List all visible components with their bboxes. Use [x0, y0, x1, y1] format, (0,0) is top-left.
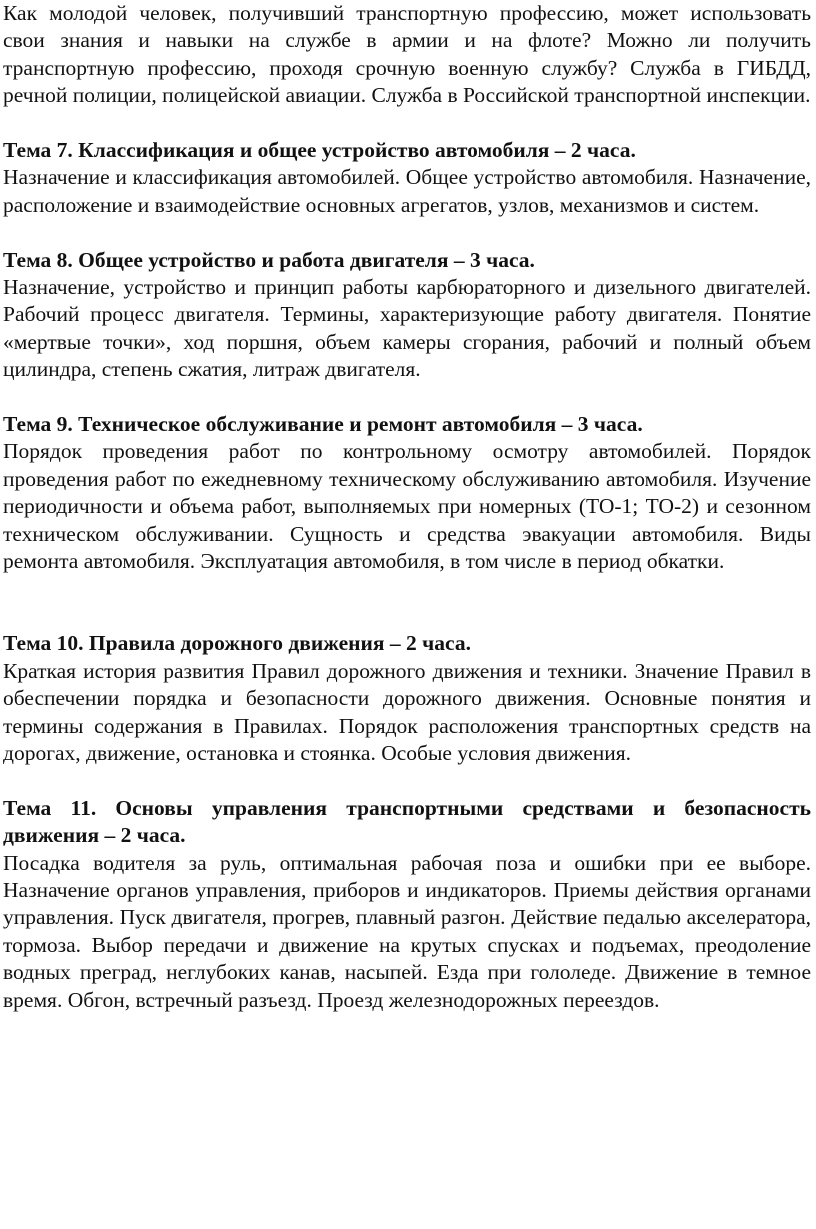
intro-paragraph: Как молодой человек, получивший транспортную профессию, может использовать свои знания и навыки на службе в армии и на флоте? Можно ли получить транспортную профессию, проходя срочную военную службу? Служба в ГИБДД, речной полиции, полицейской авиации. Служба в Российской транспортной инспекции. [3, 1, 811, 108]
spacer [3, 384, 811, 411]
topic-9-heading: Тема 9. Техническое обслуживание и ремонт автомобиля – 3 часа. [3, 412, 643, 437]
spacer [3, 219, 811, 246]
topic-9-body: Порядок проведения работ по контрольному осмотру автомобилей. Порядок проведения работ по ежедневному техническому обслуживанию автомобиля. Изучение периодичности и объема работ, выполняемых при номерных (ТО-1; ТО-2) и сезонном техническом обслуживании. Сущность и средства эвакуации автомобиля. Виды ремонта автомобиля. Эксплуатация автомобиля, в том числе в период обкатки. [3, 439, 811, 574]
topic-11-heading: Тема 11. Основы управления транспортными средствами и безопасность движения – 2 часа. [3, 795, 811, 848]
topic-11-body: Посадка водителя за руль, оптимальная рабочая поза и ошибки при ее выборе. Назначение органов управления, приборов и индикаторов. Приемы действия органами управления. Пуск двигателя, прогрев, плавный разгон. Действие педалью акселератора, тормоза. Выбор передачи и движение на крутых спусках и подъемах, преодоление водных преград, неглубоких канав, насыпей. Езда при гололеде. Движение в темное время. Обгон, встречный разъезд. Проезд железнодорожных переездов. [3, 850, 811, 1012]
topic-7-heading: Тема 7. Классификация и общее устройство автомобиля – 2 часа. [3, 138, 636, 163]
spacer [3, 110, 811, 137]
document-page [3, 0, 811, 1014]
topic-10-heading: Тема 10. Правила дорожного движения – 2 часа. [3, 631, 471, 656]
topic-8-body: Назначение, устройство и принцип работы карбюраторного и дизельного двигателей. Рабочий процесс двигателя. Термины, характеризующие работу двигателя. Понятие «мертвые точки», ход поршня, объем камеры сгорания, рабочий и полный объем цилиндра, степень сжатия, литраж двигателя. [3, 275, 811, 382]
spacer [3, 767, 811, 794]
topic-8-heading: Тема 8. Общее устройство и работа двигателя – 3 часа. [3, 247, 535, 272]
topic-10-body: Краткая история развития Правил дорожного движения и техники. Значение Правил в обеспечении порядка и безопасности дорожного движения. Основные понятия и термины содержания в Правилах. Порядок расположения транспортных средств на дорогах, движение, остановка и стоянка. Особые условия движения. [3, 658, 811, 765]
spacer [3, 575, 811, 630]
topic-7-body: Назначение и классификация автомобилей. Общее устройство автомобиля. Назначение, расположение и взаимодействие основных агрегатов, узлов, механизмов и систем. [3, 165, 811, 217]
